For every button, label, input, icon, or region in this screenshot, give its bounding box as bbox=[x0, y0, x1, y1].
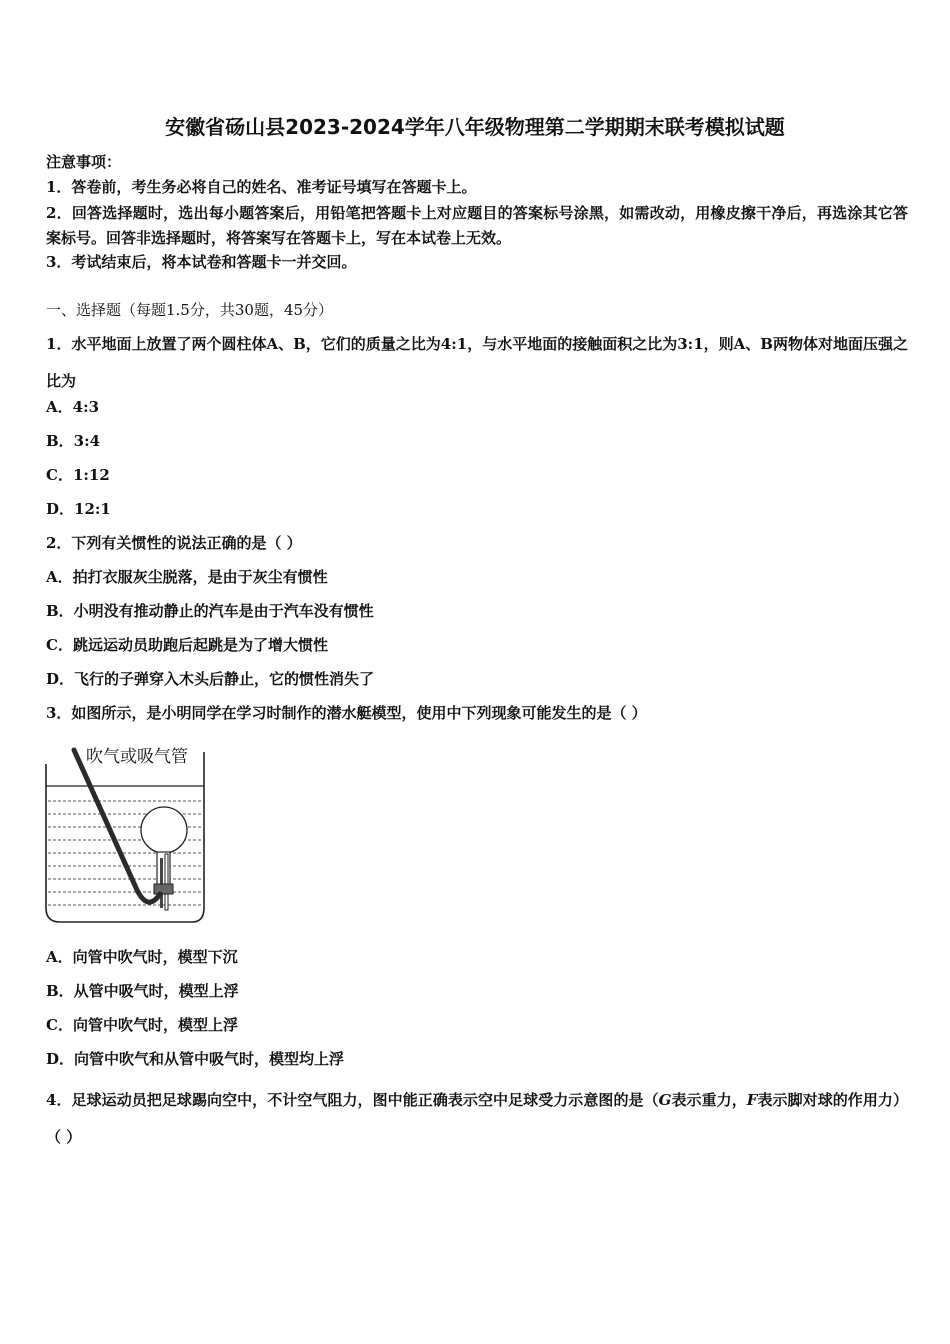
gravity-symbol: G bbox=[658, 1091, 672, 1109]
question-4-stem-part-3: 表示脚对球的作用力）（ ） bbox=[46, 1091, 908, 1146]
submarine-model-figure bbox=[44, 742, 208, 926]
question-4-stem-part-2: 表示重力， bbox=[671, 1091, 747, 1109]
notice-item-3: 3．考试结束后，将本试卷和答题卡一并交回。 bbox=[46, 253, 357, 271]
question-2-option-c: C．跳远运动员助跑后起跳是为了增大惯性 bbox=[46, 636, 328, 654]
question-3-option-d: D．向管中吹气和从管中吸气时，模型均上浮 bbox=[46, 1050, 345, 1068]
page-title: 安徽省砀山县2023-2024学年八年级物理第二学期期末联考模拟试题 bbox=[165, 115, 785, 139]
section-heading: 一、选择题（每题1.5分，共30题，45分） bbox=[46, 301, 334, 319]
question-4-stem-part-1: 4．足球运动员把足球踢向空中，不计空气阻力，图中能正确表示空中足球受力示意图的是（ bbox=[46, 1091, 659, 1109]
question-1-option-b: B．3:4 bbox=[46, 432, 101, 450]
question-2-stem: 2．下列有关惯性的说法正确的是（ ） bbox=[46, 534, 302, 552]
question-2-option-b: B．小明没有推动静止的汽车是由于汽车没有惯性 bbox=[46, 602, 374, 620]
question-3-option-c: C．向管中吹气时，模型上浮 bbox=[46, 1016, 238, 1034]
question-2-option-d: D．飞行的子弹穿入木头后静止，它的惯性消失了 bbox=[46, 670, 375, 688]
question-3-option-b: B．从管中吸气时，模型上浮 bbox=[46, 982, 239, 1000]
notice-item-2: 2．回答选择题时，选出每小题答案后，用铅笔把答题卡上对应题目的答案标号涂黑，如需改动，用橡皮擦干净后，再选涂其它答案标号。回答非选择题时，将答案写在答题卡上，写在本试卷上无效。 bbox=[46, 204, 908, 247]
notice-heading: 注意事项： bbox=[46, 153, 122, 171]
force-symbol: F bbox=[746, 1091, 758, 1109]
question-1-option-d: D．12:1 bbox=[46, 500, 111, 518]
question-1-stem: 1．水平地面上放置了两个圆柱体A、B，它们的质量之比为4:1，与水平地面的接触面积之比为3:1，则A、B两物体对地面压强之比为 bbox=[46, 335, 908, 390]
submarine-model-diagram bbox=[44, 742, 208, 926]
question-4-stem bbox=[46, 1082, 908, 1156]
question-1-option-c: C．1:12 bbox=[46, 466, 110, 484]
notice-item-1: 1．答卷前，考生务必将自己的姓名、准考证号填写在答题卡上。 bbox=[46, 178, 477, 196]
question-3-stem: 3．如图所示，是小明同学在学习时制作的潜水艇模型，使用中下列现象可能发生的是（ ） bbox=[46, 704, 647, 722]
question-3-option-a: A．向管中吹气时，模型下沉 bbox=[46, 948, 238, 966]
question-2-option-a: A．拍打衣服灰尘脱落，是由于灰尘有惯性 bbox=[46, 568, 328, 586]
question-1-option-a: A．4:3 bbox=[46, 398, 100, 416]
figure-label-tube: 吹气或吸气管 bbox=[86, 747, 188, 767]
